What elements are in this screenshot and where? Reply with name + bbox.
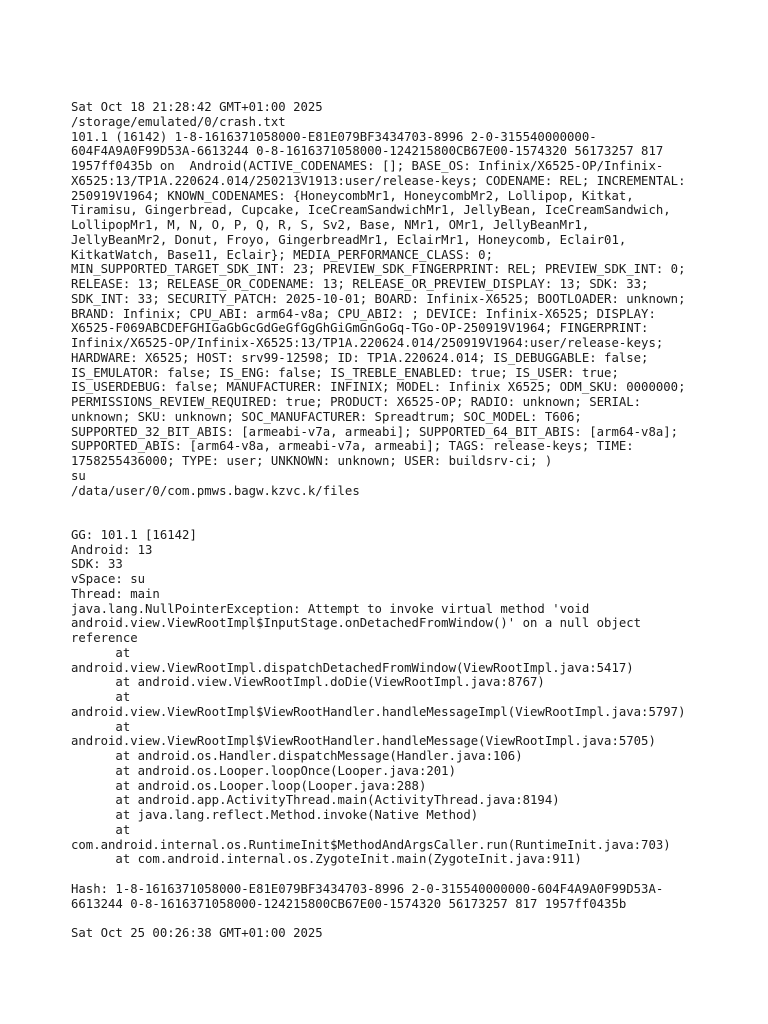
log-line: com.android.internal.os.RuntimeInit$MethodAndArgsCaller.run(RuntimeInit.java:703) xyxy=(71,837,671,852)
log-line: Tiramisu, Gingerbread, Cupcake, IceCreamSandwichMr1, JellyBean, IceCreamSandwich, xyxy=(71,203,671,218)
log-line: X6525:13/TP1A.220624.014/250213V1913:user/release-keys; CODENAME: REL; INCREMENTAL: xyxy=(71,173,686,188)
log-line: at android.app.ActivityThread.main(ActivityThread.java:8194) xyxy=(71,793,560,808)
log-line: java.lang.NullPointerException: Attempt to invoke virtual method 'void xyxy=(71,601,590,616)
log-line: IS_USERDEBUG: false; MANUFACTURER: INFINIX; MODEL: Infinix X6525; ODM_SKU: 0000000; xyxy=(71,380,686,395)
log-line: at android.view.ViewRootImpl.doDie(ViewRootImpl.java:8767) xyxy=(71,675,545,690)
log-line: X6525-F069ABCDEFGHIGaGbGcGdGeGfGgGhGiGmGnGoGq-TGo-OP-250919V1964; FINGERPRINT: xyxy=(71,321,649,336)
log-line: 250919V1964; KNOWN_CODENAMES: {HoneycombMr1, HoneycombMr2, Lollipop, Kitkat, xyxy=(71,188,634,203)
log-line: vSpace: su xyxy=(71,572,146,586)
log-line: MIN_SUPPORTED_TARGET_SDK_INT: 23; PREVIEW_SDK_FINGERPRINT: REL; PREVIEW_SDK_INT: 0; xyxy=(71,262,686,277)
log-line: IS_EMULATOR: false; IS_ENG: false; IS_TREBLE_ENABLED: true; IS_USER: true; xyxy=(71,365,619,380)
log-line: 101.1 (16142) 1-8-1616371058000-E81E079BF3434703-8996 2-0-315540000000- xyxy=(71,129,597,144)
log-line: reference xyxy=(71,631,138,645)
log-line: at com.android.internal.os.ZygoteInit.main(ZygoteInit.java:911) xyxy=(71,852,582,867)
log-line: /storage/emulated/0/crash.txt xyxy=(71,114,286,129)
log-line: at xyxy=(71,645,131,660)
log-line: Sat Oct 25 00:26:38 GMT+01:00 2025 xyxy=(71,926,323,940)
log-line: 6613244 0-8-1616371058000-124215800CB67E00-1574320 56173257 817 1957ff0435b xyxy=(71,896,627,911)
log-line: android.view.ViewRootImpl$ViewRootHandler.handleMessageImpl(ViewRootImpl.java:5797) xyxy=(71,704,686,719)
log-line: Sat Oct 18 21:28:42 GMT+01:00 2025 xyxy=(71,100,323,114)
log-line: 1758255436000; TYPE: user; UNKNOWN: unknown; USER: buildsrv-ci; ) xyxy=(71,454,553,468)
log-line: at xyxy=(71,719,131,734)
log-line: JellyBeanMr2, Donut, Froyo, GingerbreadMr1, EclairMr1, Honeycomb, Eclair01, xyxy=(71,232,627,247)
log-line: at android.os.Handler.dispatchMessage(Handler.java:106) xyxy=(71,749,523,763)
log-line: PERMISSIONS_REVIEW_REQUIRED: true; PRODUCT: X6525-OP; RADIO: unknown; SERIAL: xyxy=(71,395,642,409)
log-line: SDK: 33 xyxy=(71,557,123,572)
log-line xyxy=(71,867,721,882)
log-line: KitkatWatch, Base11, Eclair}; MEDIA_PERFORMANCE_CLASS: 0; xyxy=(71,247,493,262)
log-line: android.view.ViewRootImpl$InputStage.onDetachedFromWindow()' on a null object xyxy=(71,616,642,631)
log-line: su xyxy=(71,468,86,483)
log-line: android.view.ViewRootImpl.dispatchDetachedFromWindow(ViewRootImpl.java:5417) xyxy=(71,660,634,675)
log-line: GG: 101.1 [16142] xyxy=(71,527,197,542)
log-line: BRAND: Infinix; CPU_ABI: arm64-v8a; CPU_ABI2: ; DEVICE: Infinix-X6525; DISPLAY: xyxy=(71,306,656,321)
log-line: 604F4A9A0F99D53A-6613244 0-8-1616371058000-124215800CB67E00-1574320 56173257 817 xyxy=(71,144,664,159)
log-line: /data/user/0/com.pmws.bagw.kzvc.k/files xyxy=(71,483,360,498)
log-line: Hash: 1-8-1616371058000-E81E079BF3434703-8996 2-0-315540000000-604F4A9A0F99D53A- xyxy=(71,881,664,896)
log-line: at android.os.Looper.loop(Looper.java:288) xyxy=(71,778,427,793)
log-line: at xyxy=(71,690,131,704)
log-line xyxy=(71,911,721,926)
log-line: RELEASE: 13; RELEASE_OR_CODENAME: 13; RELEASE_OR_PREVIEW_DISPLAY: 13; SDK: 33; xyxy=(71,277,649,291)
log-line: HARDWARE: X6525; HOST: srv99-12598; ID: TP1A.220624.014; IS_DEBUGGABLE: false; xyxy=(71,350,649,365)
log-line: at android.os.Looper.loopOnce(Looper.java:201) xyxy=(71,763,456,778)
log-line: Infinix/X6525-OP/Infinix-X6525:13/TP1A.220624.014/250919V1964:user/release-keys; xyxy=(71,336,664,350)
log-line: at xyxy=(71,822,131,837)
crash-log-text xyxy=(71,100,721,941)
log-line: LollipopMr1, M, N, O, P, Q, R, S, Sv2, Base, NMr1, OMr1, JellyBeanMr1, xyxy=(71,218,590,232)
log-line: at java.lang.reflect.Method.invoke(Native Method) xyxy=(71,808,479,822)
log-line: Thread: main xyxy=(71,586,160,601)
log-line: android.view.ViewRootImpl$ViewRootHandler.handleMessage(ViewRootImpl.java:5705) xyxy=(71,734,656,749)
log-line xyxy=(71,513,721,528)
log-line xyxy=(71,498,721,513)
log-line: SUPPORTED_32_BIT_ABIS: [armeabi-v7a, armeabi]; SUPPORTED_64_BIT_ABIS: [arm64-v8a]; xyxy=(71,424,679,439)
log-line: SUPPORTED_ABIS: [arm64-v8a, armeabi-v7a, armeabi]; TAGS: release-keys; TIME: xyxy=(71,439,634,454)
log-line: Android: 13 xyxy=(71,542,153,557)
log-line: unknown; SKU: unknown; SOC_MANUFACTURER: Spreadtrum; SOC_MODEL: T606; xyxy=(71,409,582,424)
log-line: 1957ff0435b on Android(ACTIVE_CODENAMES: []; BASE_OS: Infinix/X6525-OP/Infinix- xyxy=(71,159,664,173)
log-line: SDK_INT: 33; SECURITY_PATCH: 2025-10-01; BOARD: Infinix-X6525; BOOTLOADER: unknown; xyxy=(71,291,686,306)
